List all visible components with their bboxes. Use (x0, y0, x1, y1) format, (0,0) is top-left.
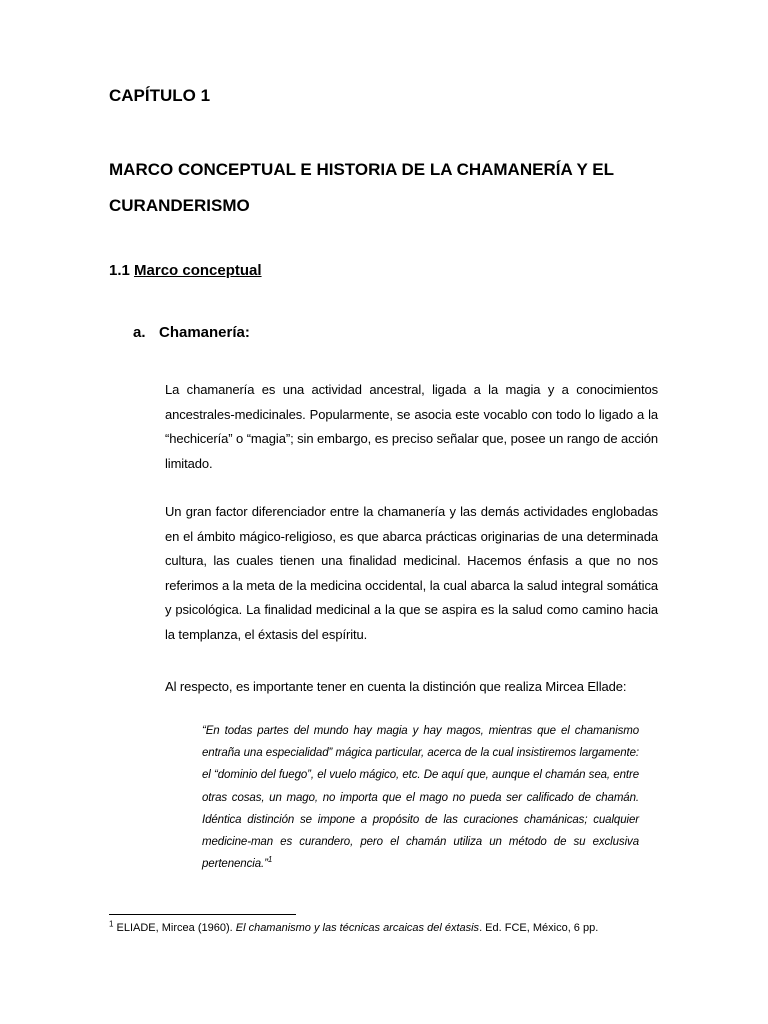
subsection-heading (133, 324, 250, 341)
paragraph-1: La chamanería es una actividad ancestral, ligada a la magia y a conocimientos ancestrales-medicinales. Popularmente, se asocia este vocablo con todo lo ligado a la “hechicería” o “magia”; sin embargo, es preciso señalar que, posee un rango de acción limitado. (165, 382, 658, 471)
quote-text: “En todas partes del mundo hay magia y hay magos, mientras que el chamanismo entraña una especialidad” mágica particular, acerca de la cual insistiremos largamente: el “dominio del fuego”, el vuelo mágico, etc. De aquí que, aunque el chamán sea, entre otras cosas, un mago, no importa que el mago no pueda ser calificado de chamán. Idéntica distinción se impone a propósito de las curaciones chamánicas; cualquier medicine-man es curandero, pero el chamán utiliza un método de su exclusiva pertenencia.” (202, 725, 639, 871)
footnote-author: ELIADE, Mircea (1960). (116, 922, 233, 934)
section-number: 1.1 (109, 262, 130, 279)
chapter-title-line-2: CURANDERISMO (109, 196, 250, 215)
footnote (109, 920, 669, 936)
paragraph-3: Al respecto, es importante tener en cuenta la distinción que realiza Mircea Ellade: (165, 679, 627, 694)
section-title: Marco conceptual (134, 262, 262, 279)
subsection-letter: a. (133, 324, 146, 341)
section-heading (109, 262, 262, 279)
subsection-title: Chamanería: (159, 324, 250, 341)
footnote-publication: . Ed. FCE, México, 6 pp. (479, 922, 599, 934)
chapter-title-line-1: MARCO CONCEPTUAL E HISTORIA DE LA CHAMANERÍA Y EL (109, 160, 614, 179)
footnote-mark: 1 (109, 919, 114, 929)
footnote-separator (109, 914, 296, 915)
block-quote (202, 720, 639, 875)
footnote-work-title: El chamanismo y las técnicas arcaicas del éxtasis (235, 922, 480, 934)
footnote-reference[interactable]: 1 (267, 855, 273, 865)
paragraph-2: Un gran factor diferenciador entre la chamanería y las demás actividades englobadas en el ámbito mágico-religioso, es que abarca prácticas originarias de una determinada cultura, las cuales tienen una finalidad medicinal. Hacemos énfasis a que no nos referimos a la meta de la medicina occidental, la cual abarca la salud integral somática y psicológica. La finalidad medicinal a la que se aspira es la salud como camino hacia la templanza, el éxtasis del espíritu. (165, 504, 658, 642)
chapter-heading: CAPÍTULO 1 (109, 86, 211, 105)
